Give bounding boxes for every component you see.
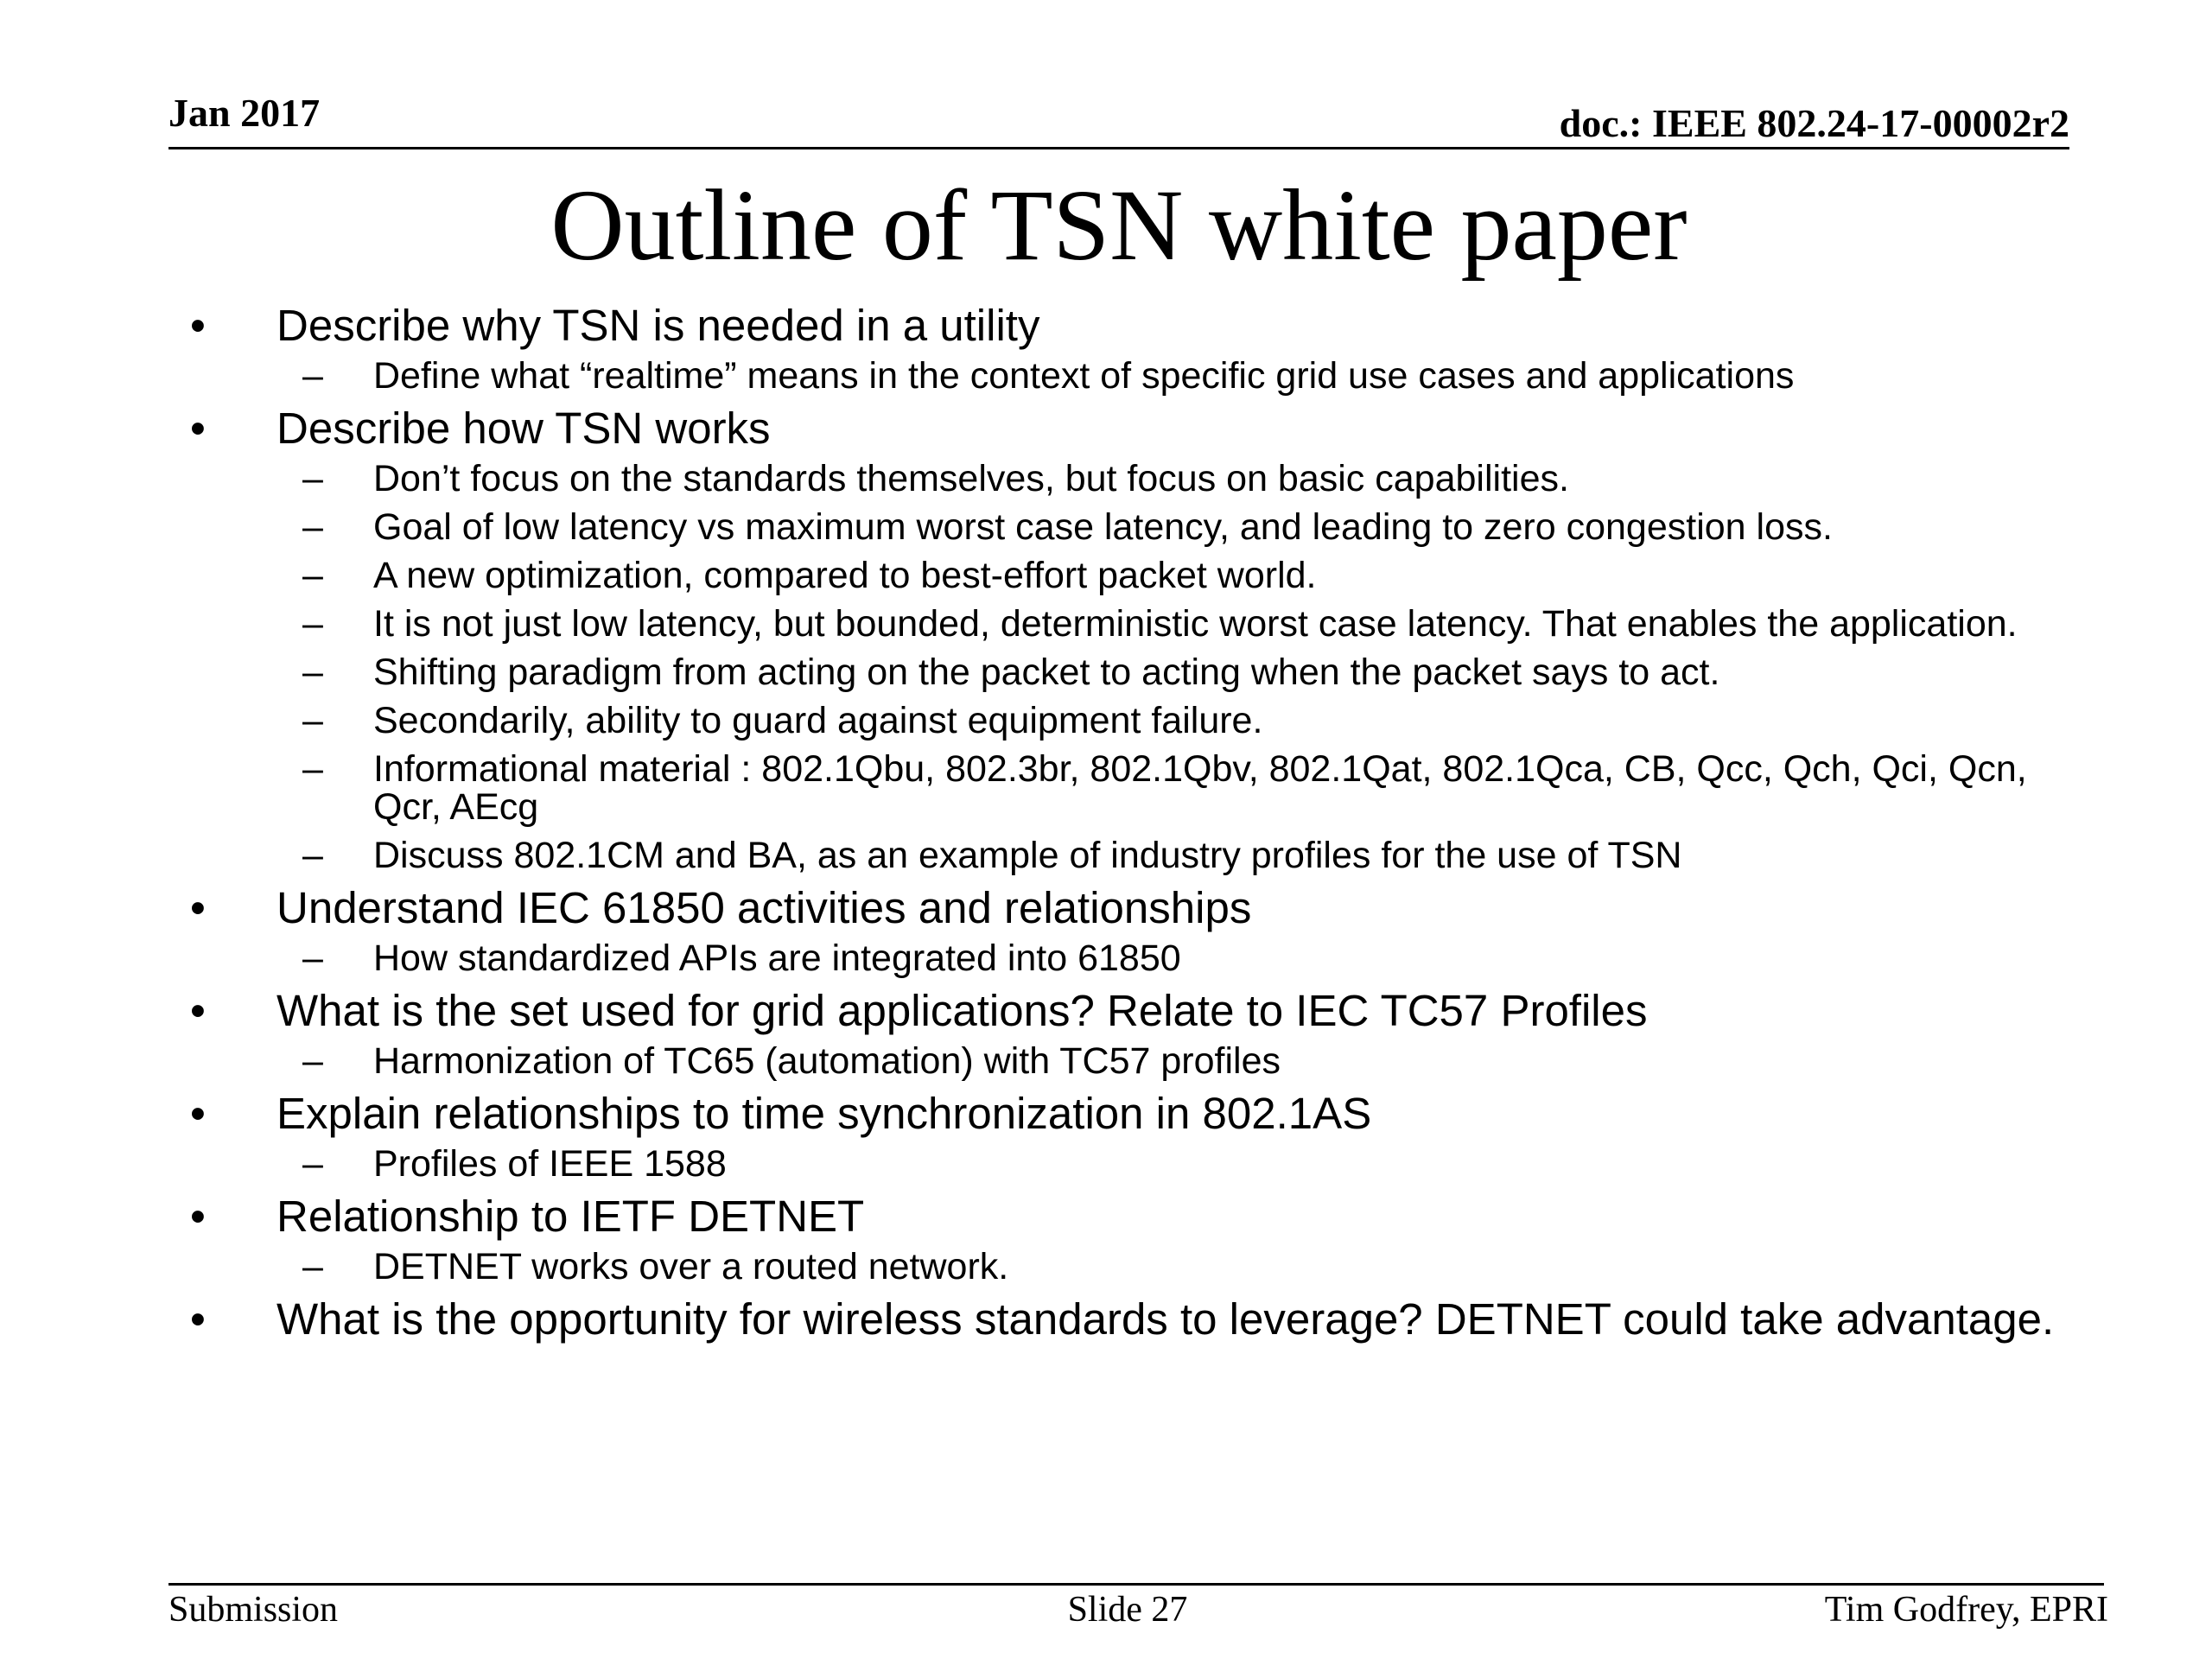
footer-author: Tim Godfrey, EPRI xyxy=(1824,1590,2108,1630)
bullet-text: Explain relationships to time synchronization in 802.1AS xyxy=(276,1089,1372,1138)
dash-mark: – xyxy=(302,938,323,979)
bullet-mark: • xyxy=(190,986,206,1035)
slide-title: Outline of TSN white paper xyxy=(550,168,1688,282)
bullet-item xyxy=(190,1193,2100,1239)
bullet-item xyxy=(190,1090,2100,1136)
bullet-mark: • xyxy=(190,1192,206,1241)
sub-bullet-text: How standardized APIs are integrated into 61850 xyxy=(373,938,1181,979)
bullet-mark: • xyxy=(190,883,206,932)
bullet-item xyxy=(190,988,2100,1033)
sub-bullet-text: Shifting paradigm from acting on the packet to acting when the packet says to act. xyxy=(373,652,1720,693)
bullet-mark: • xyxy=(190,404,206,453)
bullet-text: Describe how TSN works xyxy=(276,404,771,453)
sub-bullet-text: It is not just low latency, but bounded, deterministic worst case latency. That enables the application. xyxy=(373,603,2018,645)
sub-bullet-item xyxy=(190,1248,2100,1286)
footer-submission: Submission xyxy=(168,1590,339,1630)
bullet-item xyxy=(190,302,2100,348)
footer-slide-number: Slide 27 xyxy=(1067,1590,1188,1630)
sub-bullet-item xyxy=(190,1145,2100,1183)
sub-bullet-item xyxy=(190,460,2100,498)
sub-bullet-item xyxy=(190,836,2100,874)
dash-mark: – xyxy=(302,555,323,596)
sub-bullet-text: Secondarily, ability to guard against equipment failure. xyxy=(373,700,1263,741)
dash-mark: – xyxy=(302,506,323,548)
header-date: Jan 2017 xyxy=(168,91,321,135)
sub-bullet-text: Informational material : 802.1Qbu, 802.3br, 802.1Qbv, 802.1Qat, 802.1Qca, CB, Qcc, Qch, Qci, Qcn, Qcr, AEcg xyxy=(373,748,2027,828)
header-doc-id: doc.: IEEE 802.24-17-00002r2 xyxy=(1559,101,2069,145)
dash-mark: – xyxy=(302,652,323,693)
sub-bullet-item xyxy=(190,702,2100,740)
dash-mark: – xyxy=(302,1246,323,1287)
sub-bullet-text: Discuss 802.1CM and BA, as an example of industry profiles for the use of TSN xyxy=(373,835,1682,876)
sub-bullet-item xyxy=(190,653,2100,691)
sub-bullet-text: A new optimization, compared to best-effort packet world. xyxy=(373,555,1317,596)
header-divider xyxy=(168,147,2069,149)
footer-divider xyxy=(168,1583,2104,1586)
sub-bullet-item xyxy=(190,1042,2100,1080)
dash-mark: – xyxy=(302,603,323,645)
outline-list xyxy=(190,302,2100,1342)
sub-bullet-item xyxy=(190,508,2100,546)
sub-bullet-item xyxy=(190,750,2100,826)
bullet-mark: • xyxy=(190,301,206,350)
sub-bullet-item xyxy=(190,605,2100,643)
bullet-text: Describe why TSN is needed in a utility xyxy=(276,301,1040,350)
bullet-text: Relationship to IETF DETNET xyxy=(276,1192,865,1241)
bullet-text: Understand IEC 61850 activities and relationships xyxy=(276,883,1252,932)
bullet-text: What is the opportunity for wireless standards to leverage? DETNET could take advantage. xyxy=(276,1294,2055,1344)
bullet-text: What is the set used for grid applications? Relate to IEC TC57 Profiles xyxy=(276,986,1648,1035)
sub-bullet-text: Harmonization of TC65 (automation) with TC57 profiles xyxy=(373,1040,1281,1082)
dash-mark: – xyxy=(302,1040,323,1082)
sub-bullet-item xyxy=(190,357,2100,395)
sub-bullet-text: Goal of low latency vs maximum worst case latency, and leading to zero congestion loss. xyxy=(373,506,1833,548)
sub-bullet-text: DETNET works over a routed network. xyxy=(373,1246,1009,1287)
dash-mark: – xyxy=(302,458,323,499)
bullet-mark: • xyxy=(190,1089,206,1138)
sub-bullet-item xyxy=(190,939,2100,977)
sub-bullet-text: Don’t focus on the standards themselves, but focus on basic capabilities. xyxy=(373,458,1569,499)
sub-bullet-text: Profiles of IEEE 1588 xyxy=(373,1143,727,1185)
dash-mark: – xyxy=(302,835,323,876)
sub-bullet-item xyxy=(190,556,2100,594)
bullet-item xyxy=(190,1296,2100,1342)
bullet-item xyxy=(190,405,2100,451)
dash-mark: – xyxy=(302,355,323,397)
bullet-mark: • xyxy=(190,1294,206,1344)
dash-mark: – xyxy=(302,700,323,741)
dash-mark: – xyxy=(302,1143,323,1185)
dash-mark: – xyxy=(302,748,323,790)
sub-bullet-text: Define what “realtime” means in the context of specific grid use cases and applications xyxy=(373,355,1795,397)
bullet-item xyxy=(190,885,2100,931)
